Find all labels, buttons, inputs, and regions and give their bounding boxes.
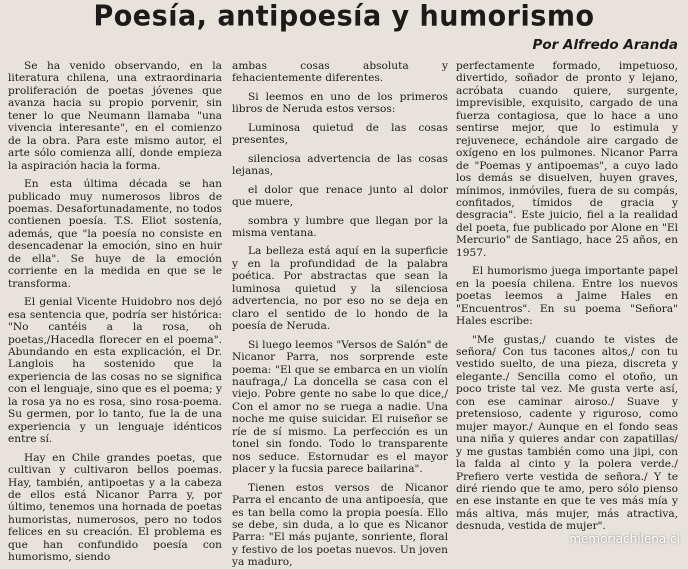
column-1 <box>8 60 222 564</box>
paragraph: perfectamente formado, impetuoso, divertido, soñador de pronto y lejano, acróbata cuando quiere, surgente, imprevisible, exquisito, cargado de una fuerza contagiosa, que lo hace a uno sentirse mejor, que lo estimula y rejuvenece, echándole aire cargado de oxígeno en los pulmones. Nicanor Parra de "Poemas y antipoemas", a cuyo lado los demás se disuelven, huyen graves, mínimos, inmóviles, fuera de su compás, confitados, tímidos de gracia y desgracia". Este juicio, fiel a la realidad del poeta, fue publicado por Alone en "El Mercurio" de Santiago, hace 25 años, en 1957. <box>456 60 678 259</box>
paragraph: ambas cosas absoluta y fehacientemente diferentes. <box>232 60 448 85</box>
paragraph: Si luego leemos "Versos de Salón" de Nicanor Parra, nos sorprende este poema: "El que se embarca en un violín naufraga,/ La doncella se casa con el viejo. Pobre gente no sabe lo que dice,/ Con el amor no se ruega a nadie. Una noche me quise suicidar. El ruiseñor se ríe de sí mismo. La perfección es un tonel sin fondo. Todo lo transparente nos seduce. Estornudar es el mayor placer y la fucsia parece bailarina". <box>232 338 448 476</box>
verse-line: Luminosa quietud de las cosas presentes, <box>232 121 448 147</box>
paragraph: En esta última década se han publicado muy numerosos libros de poemas. Desafortunadamente, no todos contienen poesía. T.S. Eliot sostenía, además, que "la poesía no consiste en desencadenar la emoción, sino en huir de ella". Se huye de la emoción corriente en la medida en que se le transforma. <box>8 178 222 290</box>
verse-line: sombra y lumbre que llegan por la misma ventana. <box>232 214 448 239</box>
paragraph: El genial Vicente Huidobro nos dejó esa sentencia que, podría ser histórica: "No cantéis a la rosa, oh poetas,/Hacedla florecer en el poema". Abundando en esta explicación, el Dr. Langlois ha sostenido que la experiencia de las cosas no se significa con el lenguaje, sino que es el poema; y la rosa ya no es rosa, sino rosa-poema. Su germen, por lo tanto, fue la de una experiencia y un lenguaje idénticos entre sí. <box>8 296 222 446</box>
paragraph: Se ha venido observando, en la literatura chilena, una extraordinaria proliferación de poetas jóvenes que avanza hacia su propio porvenir, sin tener lo que Neumann llamaba "una vivencia interesante", en el comienzo de la obra. Para este mismo autor, el arte sólo comienza allí, donde empieza la aspiración hacia la forma. <box>8 60 222 172</box>
column-2 <box>232 60 448 569</box>
paragraph: Tienen estos versos de Nicanor Parra el encanto de una antipoesía, que es tan bella como la propia poesía. Ello se debe, sin duda, a lo que es Nicanor Parra: "El más pujante, sonriente, floral y festivo de los poetas nuevos. Un joven ya maduro, <box>232 481 448 569</box>
column-3 <box>456 60 678 542</box>
poem-quote: "Me gustas,/ cuando te vistes de señora/ Con tus tacones altos,/ con tu vestido suelto, de una pieza, discreta y elegante./ Sencilla como el otoño, un poco triste tal vez. Me gusta verte así, con ese caminar airoso./ Suave y pretensioso, cadente y riguroso, como mujer mayor./ Aunque en el fondo seas una niña y quieres andar con zapatillas/ y me gustas también como una jipi, con la falda al cinto y la polera verde./ Prefiero verte vestida de señora./ Y te diré riendo que te amo, pero sólo pienso en ese instante en que te ves más mía y más altiva, más mujer, más atractiva, desnuda, vestida de mujer". <box>456 333 678 533</box>
paragraph: El humorismo juega importante papel en la poesía chilena. Entre los nuevos poetas leemos a Jaime Hales en "Encuentros". En su poema "Señora" Hales escribe: <box>456 265 678 328</box>
article-byline: Por Alfredo Aranda <box>532 37 678 53</box>
paragraph: La belleza está aquí en la superficie y en la profundidad de la palabra poética. Por abstractas que sean la luminosa quietud y la silenciosa advertencia, no por eso no se deja en claro el sentido de lo hondo de la poesía de Neruda. <box>232 245 448 333</box>
watermark-text: memoriachilena.cl <box>569 532 680 546</box>
verse-line: el dolor que renace junto al dolor que muere, <box>232 183 448 209</box>
verse-line: silenciosa advertencia de las cosas lejanas, <box>232 152 448 178</box>
paragraph: Hay en Chile grandes poetas, que cultivan y cultivaron bellos poemas. Hay, también, antipoetas y a la cabeza de ellos está Nicanor Parra y, por último, tenemos una hornada de poetas humoristas, numerosos, pero no todos felices en su creación. El problema es que han confundido poesía con humorismo, siendo <box>8 451 222 564</box>
paragraph: Si leemos en uno de los primeros libros de Neruda estos versos: <box>232 90 448 116</box>
article-title: Poesía, antipoesía y humorismo <box>93 0 595 33</box>
